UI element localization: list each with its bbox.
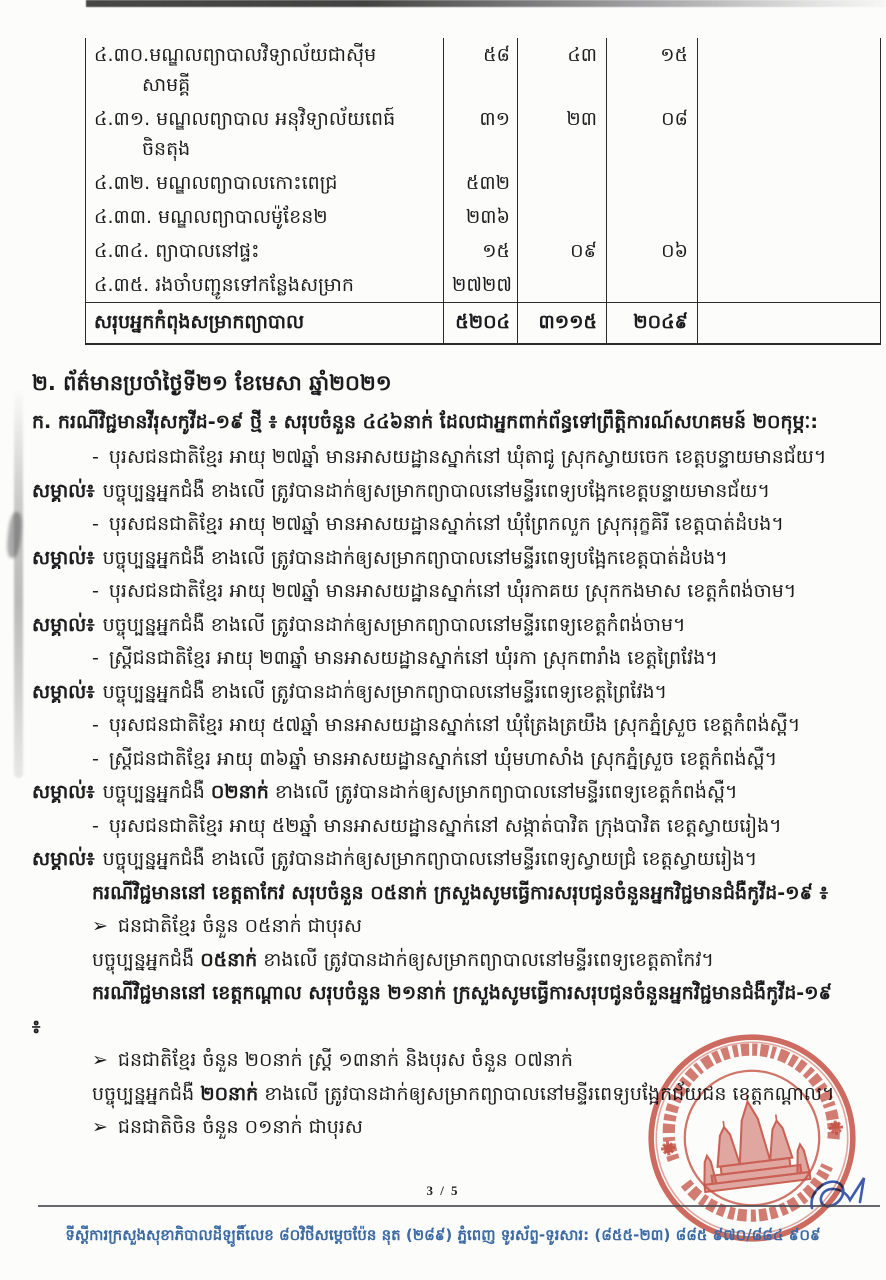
arrow-marker: ➢ [92, 1116, 108, 1138]
note-line: សម្គាល់៖ បច្ចុប្បន្នអ្នកជំងឺ ០២នាក់ ខាងលើ ត្រូវបានដាក់ឲ្យសម្រាកព្យាបាលនៅមន្ទីរពេទ្យខេត្តកំពង់ស្ពឺ។ [32, 781, 738, 803]
nationality-item: ➢ ជនជាតិខ្មែរ ចំនួន ២០នាក់ ស្រ្តី ១៣នាក់ និងបុរស ចំនួន ០៧នាក់ [92, 1049, 573, 1071]
cell-female: ០៨ [607, 102, 698, 166]
cell-male [518, 166, 607, 200]
dash-marker: - [92, 647, 99, 669]
table-row [86, 234, 881, 268]
cell-male: ៤៣ [518, 38, 607, 102]
note-line: សម្គាល់៖ បច្ចុប្បន្នអ្នកជំងឺ ខាងលើ ត្រូវបានដាក់ឲ្យសម្រាកព្យាបាលនៅមន្ទីរពេទ្យបង្អែកខេត្តបន្ទាយមានជ័យ។ [32, 479, 770, 502]
treatment-centers-table [85, 38, 881, 345]
case-item: - ស្រ្តីជនជាតិខ្មែរ អាយុ ២៣ឆ្នាំ មានអាសយដ្ឋានស្នាក់នៅ ឃុំរកា ស្រុកពារាំង ខេត្តព្រៃវែង។ [92, 647, 718, 669]
cell-empty [698, 234, 881, 268]
note-prefix: សម្គាល់៖ [32, 848, 95, 870]
cell-female [607, 166, 698, 200]
summary-empty [698, 303, 881, 345]
province-summary-heading: ករណីវិជ្ជមាននៅ ខេត្តតាកែវ សរុបចំនួន ០៥នាក់ ក្រសួងសូមធ្វើការសរុបជូនចំនួនអ្នកវិជ្ជមានជំងឺកូវីដ-១៩ ៖ [92, 881, 828, 904]
arrow-marker: ➢ [92, 915, 108, 937]
row-label: ៤.៣០.មណ្ឌលព្យាបាលវិទ្យាល័យជាស៊ីម [94, 44, 377, 66]
row-label-line2: ចិនតុង [142, 138, 191, 160]
cell-female: ១៥ [607, 38, 698, 102]
table-row [86, 38, 881, 102]
cell-male: ០៩ [518, 234, 607, 268]
dash-marker: - [92, 747, 99, 770]
summary-male: ៣១១៥ [518, 303, 607, 345]
summary-total: ៥២០៤ [444, 303, 518, 345]
province-summary-heading: ករណីវិជ្ជមាននៅ ខេត្តកណ្តាល សរុបចំនួន ២១នាក់ ក្រសួងសូមធ្វើការសរុបជូនចំនួនអ្នកវិជ្ជមានជំងឺកូវីដ-១៩ ៖ [32, 982, 832, 1038]
footer-rule [38, 1205, 880, 1207]
scan-artifact-top-streak [86, 0, 886, 7]
note-prefix: សម្គាល់៖ [32, 479, 95, 502]
cell-male [518, 200, 607, 234]
dash-marker: - [92, 814, 99, 837]
status-line: បច្ចុប្បន្នអ្នកជំងឺ ២០នាក់ ខាងលើ ត្រូវបានដាក់ឲ្យសម្រាកព្យាបាលនៅមន្ទីរពេទ្យបង្អែកជ័យជន ខេត្តកណ្តាល។ [92, 1082, 835, 1105]
table-row [86, 200, 881, 234]
scan-artifact-left-streak [14, 388, 23, 778]
cell-female [607, 200, 698, 234]
cell-empty [698, 200, 881, 234]
case-item: - បុរសជនជាតិខ្មែរ អាយុ ៥២ឆ្នាំ មានអាសយដ្ឋានស្នាក់នៅ សង្កាត់បាវិត ក្រុងបាវិត ខេត្តស្វាយរៀង។ [92, 814, 782, 837]
cell-total: ១៥ [444, 234, 518, 268]
cell-female [607, 268, 698, 303]
summary-label: សរុបអ្នកកំពុងសម្រាកព្យាបាល [86, 303, 444, 345]
note-prefix: សម្គាល់៖ [32, 781, 95, 803]
cell-male [518, 268, 607, 303]
note-line: សម្គាល់៖ បច្ចុប្បន្នអ្នកជំងឺ ខាងលើ ត្រូវបានដាក់ឲ្យសម្រាកព្យាបាលនៅមន្ទីរពេទ្យខេត្តកំពង់ចាម។ [32, 613, 686, 636]
nationality-item: ➢ ជនជាតិចិន ចំនួន ០១នាក់ ជាបុរស [92, 1116, 363, 1138]
cell-total: ៣១ [444, 102, 518, 166]
table-summary-row [86, 303, 881, 345]
note-line: សម្គាល់៖ បច្ចុប្បន្នអ្នកជំងឺ ខាងលើ ត្រូវបានដាក់ឲ្យសម្រាកព្យាបាលនៅមន្ទីរពេទ្យបង្អែកខេត្តបាត់ដំបង។ [32, 546, 728, 569]
cell-empty [698, 102, 881, 166]
cell-male: ២៣ [518, 102, 607, 166]
cell-empty [698, 268, 881, 303]
case-item: - បុរសជនជាតិខ្មែរ អាយុ ៥៧ឆ្នាំ មានអាសយដ្ឋានស្នាក់នៅ ឃុំត្រែងត្រយឹង ស្រុកភ្នំស្រួច ខេត្តកំពង់ស្ពឺ។ [92, 714, 801, 736]
case-item: - បុរសជនជាតិខ្មែរ អាយុ ២៧ឆ្នាំ មានអាសយដ្ឋានស្នាក់នៅ ឃុំរកាគយ ស្រុកកងមាស ខេត្តកំពង់ចាម។ [92, 580, 797, 602]
table-row [86, 268, 881, 303]
cell-total: ២៧២៧ [444, 268, 518, 303]
table-row [86, 102, 881, 166]
section-lead: ក. ករណីវិជ្ជមានវីរុសកូវីដ-១៩ ថ្មី ៖ សរុបចំនួន ៤៤៦នាក់ ដែលជាអ្នកពាក់ព័ន្ធទៅព្រឹត្តិការណ៍សហគមន៍ ២០កុម្ភៈ: [32, 411, 819, 433]
cell-empty [698, 166, 881, 200]
nationality-item: ➢ ជនជាតិខ្មែរ ចំនួន ០៥នាក់ ជាបុរស [92, 915, 362, 937]
row-label: ៤.៣៣. មណ្ឌលព្យាបាលម៉ូខែន២ [86, 200, 444, 234]
dash-marker: - [92, 714, 99, 736]
arrow-marker: ➢ [92, 1049, 108, 1071]
dash-marker: - [92, 580, 99, 602]
note-line: សម្គាល់៖ បច្ចុប្បន្នអ្នកជំងឺ ខាងលើ ត្រូវបានដាក់ឲ្យសម្រាកព្យាបាលនៅមន្ទីរពេទ្យខេត្តព្រៃវែង។ [32, 680, 668, 703]
cell-total: ៥៨ [444, 38, 518, 102]
row-label: ៤.៣១. មណ្ឌលព្យាបាល អនុវិទ្យាល័យពេធ៍ [94, 108, 396, 130]
row-label: ៤.៣២. មណ្ឌលព្យាបាលកោះពេជ្រ [86, 166, 444, 200]
dash-marker: - [92, 446, 99, 468]
case-item: - បុរសជនជាតិខ្មែរ អាយុ ២៧ឆ្នាំ មានអាសយដ្ឋានស្នាក់នៅ ឃុំតាជូ ស្រុកស្វាយចេក ខេត្តបន្ទាយមានជ័យ។ [92, 446, 827, 468]
footer-address: ទីស្តីការក្រសួងសុខាភិបាលដីឡូតិ៍លេខ ៨០វិថីសម្តេចប៉ែន នុត (២៨៩) ភ្នំពេញ ទូរស័ព្ទ-ទូរសារ: (៨៥៥-២៣) ៨៨៥ ៩៧០/៨៨៤ ៩០៩ [65, 1226, 821, 1244]
summary-female: ២០៤៩ [607, 303, 698, 345]
cell-total: ៥៣២ [444, 166, 518, 200]
case-item: - ស្រ្តីជនជាតិខ្មែរ អាយុ ៣៦ឆ្នាំ មានអាសយដ្ឋានស្នាក់នៅ ឃុំមហាសាំង ស្រុកភ្នំស្រួច ខេត្តកំពង់ស្ពឺ។ [92, 747, 778, 770]
cell-empty [698, 38, 881, 102]
row-label: ៤.៣៤. ព្យាបាលនៅផ្ទះ [86, 234, 444, 268]
row-label-line2: សាមគ្គី [142, 74, 191, 96]
note-prefix: សម្គាល់៖ [32, 680, 95, 703]
note-prefix: សម្គាល់៖ [32, 546, 95, 569]
case-item: - បុរសជនជាតិខ្មែរ អាយុ ២៧ឆ្នាំ មានអាសយដ្ឋានស្នាក់នៅ ឃុំព្រែកលួក ស្រុករុក្ខគិរី ខេត្តបាត់ដំបង។ [92, 513, 784, 535]
table-row [86, 166, 881, 200]
section-heading: ២. ព័ត៌មានប្រចាំថ្ងៃទី២១ ខែមេសា ឆ្នាំ២០២១ [32, 371, 392, 395]
note-prefix: សម្គាល់៖ [32, 613, 95, 636]
dash-marker: - [92, 513, 99, 535]
row-label: ៤.៣៥. រងចាំបញ្ជូនទៅកន្លែងសម្រាក [86, 268, 444, 303]
status-line: បច្ចុប្បន្នអ្នកជំងឺ ០៥នាក់ ខាងលើ ត្រូវបានដាក់ឲ្យសម្រាកព្យាបាលនៅមន្ទីរពេទ្យខេត្តតាកែវ។ [92, 948, 714, 971]
note-line: សម្គាល់៖ បច្ចុប្បន្នអ្នកជំងឺ ខាងលើ ត្រូវបានដាក់ឲ្យសម្រាកព្យាបាលនៅមន្ទីរពេទ្យស្វាយជ្រំ ខេត្តស្វាយរៀង។ [32, 848, 758, 870]
cell-female: ០៦ [607, 234, 698, 268]
page-number: 3 / 5 [426, 1183, 460, 1198]
cell-total: ២៣៦ [444, 200, 518, 234]
